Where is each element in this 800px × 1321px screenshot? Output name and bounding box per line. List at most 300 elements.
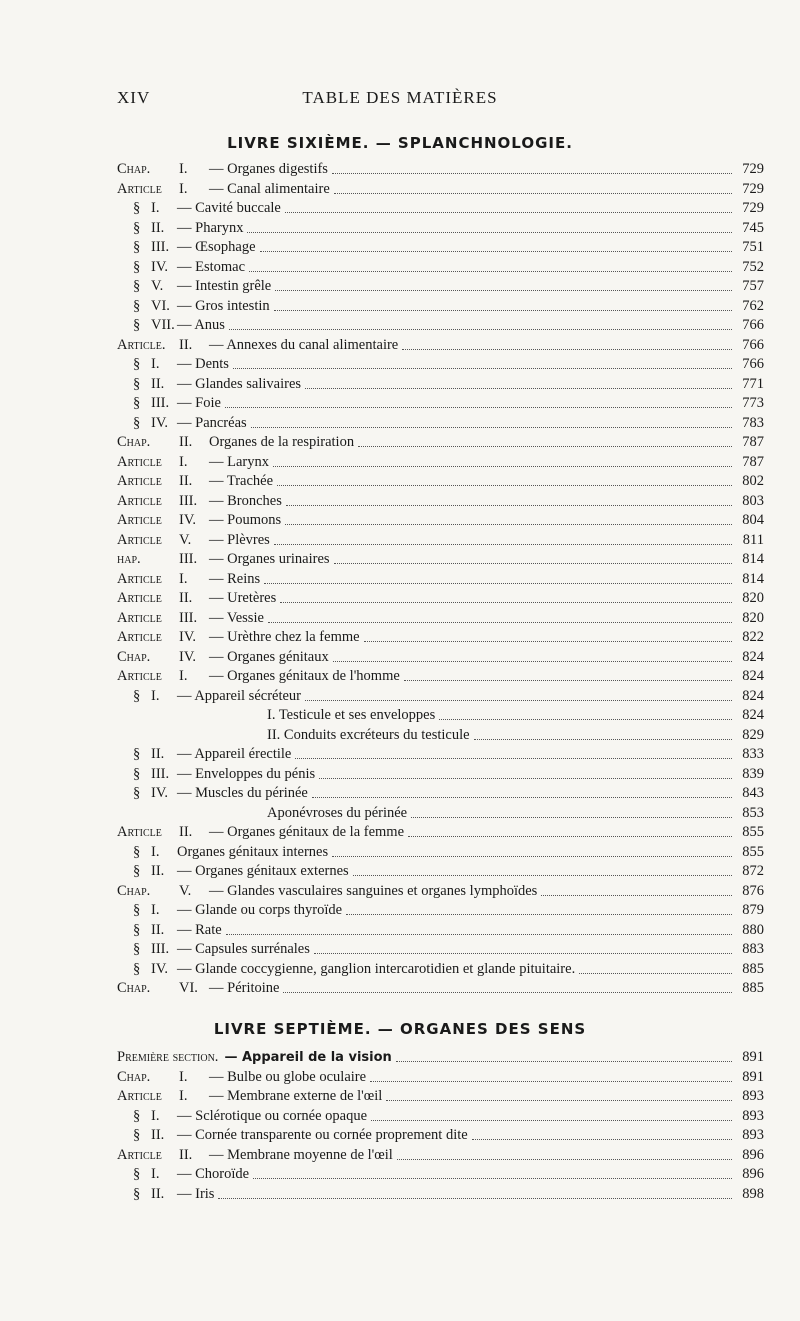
entry-page: 773	[742, 395, 764, 411]
entry-number: II.	[179, 336, 193, 353]
entry-label: §	[133, 239, 141, 255]
entry-page: 833	[742, 746, 764, 762]
entry-label: §	[133, 902, 141, 918]
entry-page: 729	[742, 161, 764, 177]
entry-number: II.	[179, 1146, 193, 1163]
entry-label: §	[133, 1166, 141, 1182]
entry-page: 880	[742, 921, 764, 938]
entry-page: 787	[742, 434, 764, 450]
toc-entry	[117, 180, 764, 200]
entry-page: 893	[742, 1107, 764, 1124]
leader-dots	[229, 316, 732, 330]
entry-label: §	[133, 200, 141, 216]
entry-title: — Appareil érectile	[177, 746, 292, 762]
entry-page: 771	[742, 375, 764, 392]
toc-entry	[117, 745, 764, 765]
leader-dots	[370, 1068, 732, 1082]
leader-dots	[358, 433, 732, 447]
entry-title: — Anus	[177, 317, 225, 333]
entry-page: 766	[742, 356, 764, 372]
entry-page: 783	[742, 414, 764, 431]
entry-title: — Intestin grêle	[177, 278, 272, 294]
entry-number: I.	[179, 180, 188, 197]
leader-dots	[251, 414, 732, 428]
entry-number: IV.	[151, 785, 169, 801]
entry-page: 893	[742, 1088, 764, 1104]
leader-dots	[541, 882, 732, 896]
entry-page: 814	[742, 570, 764, 587]
entry-label: Article	[117, 609, 162, 626]
entry-page: 802	[742, 473, 764, 489]
book7-toc	[117, 1048, 764, 1204]
entry-label: Article	[117, 453, 162, 470]
entry-number: I.	[151, 902, 160, 918]
entry-title: — Estomac	[177, 258, 246, 275]
toc-entry	[117, 862, 764, 882]
entry-page: 820	[742, 609, 764, 626]
entry-title: — Iris	[177, 1185, 215, 1202]
entry-title: — Dents	[177, 356, 229, 372]
entry-title: — Plèvres	[209, 531, 270, 548]
entry-title: — Bulbe ou globe oculaire	[209, 1068, 367, 1085]
leader-dots	[314, 940, 732, 954]
entry-title: — Urèthre chez la femme	[209, 629, 360, 645]
toc-entry	[117, 472, 764, 492]
toc-entry	[117, 940, 764, 960]
toc-entry	[117, 687, 764, 707]
entry-label: §	[133, 1185, 141, 1202]
entry-title: — Rate	[177, 921, 222, 938]
leader-dots	[334, 550, 732, 564]
entry-number: III.	[151, 395, 170, 411]
toc-entry	[117, 979, 764, 999]
entry-label: §	[133, 687, 141, 704]
entry-number: VI.	[151, 297, 170, 314]
toc-entry	[117, 160, 764, 180]
entry-title: — Appareil de la vision	[224, 1050, 392, 1065]
entry-page: 820	[742, 590, 764, 606]
running-head	[0, 88, 800, 110]
entry-label: §	[133, 843, 141, 860]
entry-page: 814	[742, 551, 764, 567]
leader-dots	[397, 1146, 732, 1160]
entry-label: §	[133, 863, 141, 879]
entry-label: Article	[117, 180, 162, 197]
entry-page: 803	[742, 492, 764, 509]
entry-page: 762	[742, 297, 764, 314]
entry-title: — Glandes vasculaires sanguines et organes lymphoïdes	[209, 882, 538, 899]
toc-entry	[117, 394, 764, 414]
entry-title: — Membrane externe de l'œil	[209, 1088, 383, 1104]
leader-dots	[312, 784, 732, 798]
leader-dots	[226, 921, 732, 935]
toc-entry	[117, 1068, 764, 1088]
entry-label: Article	[117, 531, 162, 548]
toc-entry	[117, 199, 764, 219]
entry-page: 843	[742, 785, 764, 801]
entry-title: — Glande ou corps thyroïde	[177, 902, 343, 918]
entry-label: Chap.	[117, 980, 151, 996]
toc-entry	[117, 784, 764, 804]
entry-number: V.	[179, 531, 192, 548]
entry-page: 822	[742, 629, 764, 645]
entry-label: §	[133, 258, 141, 275]
leader-dots	[364, 628, 732, 642]
toc-entry	[117, 804, 764, 824]
entry-title: — Choroïde	[177, 1166, 250, 1182]
toc-entry	[117, 628, 764, 648]
entry-number: I.	[151, 1107, 160, 1124]
leader-dots	[285, 199, 732, 213]
leader-dots	[353, 862, 732, 876]
entry-label: Première section.	[117, 1049, 219, 1065]
toc-entry	[117, 843, 764, 863]
leader-dots	[333, 648, 732, 662]
entry-number: I.	[179, 161, 188, 177]
entry-label: §	[133, 356, 141, 372]
entry-page: 853	[742, 804, 764, 821]
entry-label: §	[133, 395, 141, 411]
leader-dots	[334, 180, 732, 194]
toc-entry	[117, 531, 764, 551]
entry-number: II.	[151, 746, 165, 762]
entry-page: 879	[742, 902, 764, 918]
toc-entry	[117, 453, 764, 473]
entry-page: 824	[742, 687, 764, 704]
entry-title: — Bronches	[209, 492, 282, 509]
entry-page: 891	[742, 1068, 764, 1085]
entry-number: I.	[179, 1068, 188, 1085]
entry-number: I.	[179, 570, 188, 587]
entry-title: — Annexes du canal alimentaire	[209, 336, 399, 353]
entry-page: 872	[742, 863, 764, 879]
leader-dots	[273, 453, 732, 467]
entry-page: 757	[742, 278, 764, 294]
entry-number: II.	[179, 473, 193, 489]
toc-entry	[117, 609, 764, 629]
entry-number: IV.	[151, 258, 169, 275]
entry-page: 824	[742, 668, 764, 684]
toc-entry	[117, 706, 764, 726]
entry-label: Article	[117, 590, 162, 606]
entry-page: 839	[742, 765, 764, 782]
toc-entry	[117, 570, 764, 590]
entry-number: II.	[179, 434, 193, 450]
leader-dots	[472, 1126, 732, 1140]
toc-entry	[117, 1165, 764, 1185]
entry-label: Article	[117, 1088, 162, 1104]
toc-entry	[117, 1126, 764, 1146]
entry-title: — Glande coccygienne, ganglion intercarotidien et glande pituitaire.	[177, 960, 576, 977]
entry-number: V.	[151, 278, 164, 294]
entry-number: IV.	[179, 512, 197, 528]
entry-page: 883	[742, 941, 764, 957]
leader-dots	[295, 745, 732, 759]
leader-dots	[249, 258, 732, 272]
entry-number: II.	[151, 921, 165, 938]
entry-number: II.	[179, 590, 193, 606]
toc-entry	[117, 648, 764, 668]
entry-label: Article	[117, 1146, 162, 1163]
entry-title: — Pancréas	[177, 414, 247, 431]
toc-entry	[117, 960, 764, 980]
leader-dots	[474, 726, 732, 740]
entry-page: 766	[742, 336, 764, 353]
leader-dots	[274, 297, 732, 311]
entry-number: I.	[151, 687, 160, 704]
leader-dots	[247, 219, 732, 233]
entry-page: 896	[742, 1166, 764, 1182]
leader-dots	[411, 804, 732, 818]
entry-title: Organes génitaux internes	[177, 843, 329, 860]
leader-dots	[579, 960, 732, 974]
toc-entry	[117, 511, 764, 531]
leader-dots	[305, 375, 732, 389]
entry-label: §	[133, 921, 141, 938]
toc-entry	[117, 336, 764, 356]
entry-title: — Glandes salivaires	[177, 375, 302, 392]
entry-label: Article	[117, 512, 162, 528]
entry-title: — Foie	[177, 395, 221, 411]
leader-dots	[253, 1165, 732, 1179]
entry-page: 885	[742, 980, 764, 996]
leader-dots	[402, 336, 732, 350]
entry-number: V.	[179, 882, 192, 899]
entry-page: 766	[742, 317, 764, 333]
entry-label: Chap.	[117, 648, 151, 665]
entry-number: I.	[179, 1088, 188, 1104]
entry-title: — Cornée transparente ou cornée proprement dite	[177, 1127, 468, 1143]
toc-entry	[117, 765, 764, 785]
entry-title: — Organes génitaux externes	[177, 863, 349, 879]
entry-title: — Appareil sécréteur	[177, 687, 302, 704]
entry-page: 898	[742, 1185, 764, 1202]
leader-dots	[404, 667, 732, 681]
entry-label: §	[133, 278, 141, 294]
entry-number: II.	[151, 1127, 165, 1143]
entry-label: §	[133, 317, 141, 333]
toc-entry	[117, 375, 764, 395]
entry-page: 729	[742, 200, 764, 216]
leader-dots	[283, 979, 732, 993]
entry-number: III.	[179, 492, 198, 509]
entry-number: I.	[179, 668, 188, 684]
entry-page: 824	[742, 648, 764, 665]
entry-label: Article	[117, 570, 162, 587]
entry-title: — Membrane moyenne de l'œil	[209, 1146, 393, 1163]
entry-page: 787	[742, 453, 764, 470]
leader-dots	[286, 492, 732, 506]
leader-dots	[264, 570, 732, 584]
entry-label: Chap.	[117, 1068, 151, 1085]
leader-dots	[305, 687, 732, 701]
leader-dots	[218, 1185, 732, 1199]
entry-label: Chap.	[117, 434, 151, 450]
entry-label: §	[133, 1107, 141, 1124]
entry-title: — Canal alimentaire	[209, 180, 330, 197]
toc-entry	[117, 667, 764, 687]
leader-dots	[439, 706, 732, 720]
toc-entry	[117, 433, 764, 453]
leader-dots	[233, 355, 732, 369]
page-number: XIV	[117, 88, 151, 107]
running-title: TABLE DES MATIÈRES	[302, 88, 498, 107]
leader-dots	[332, 160, 732, 174]
entry-number: II.	[151, 863, 165, 879]
entry-page: 752	[742, 258, 764, 275]
entry-label: Article	[117, 473, 162, 489]
entry-page: 729	[742, 180, 764, 197]
toc-entry	[117, 238, 764, 258]
entry-title: — Péritoine	[209, 980, 280, 996]
entry-label: §	[133, 219, 141, 236]
entry-title: — Œsophage	[177, 239, 256, 255]
entry-page: 893	[742, 1127, 764, 1143]
entry-label: §	[133, 765, 141, 782]
entry-title: — Muscles du périnée	[177, 785, 308, 801]
entry-page: 751	[742, 239, 764, 255]
entry-title: — Organes digestifs	[209, 161, 328, 177]
toc-entry	[117, 550, 764, 570]
entry-page: 876	[742, 882, 764, 899]
entry-number: I.	[151, 1166, 160, 1182]
entry-label: §	[133, 941, 141, 957]
entry-title: Aponévroses du périnée	[267, 804, 408, 821]
leader-dots	[319, 765, 732, 779]
toc-entry	[117, 589, 764, 609]
entry-title: — Gros intestin	[177, 297, 270, 314]
entry-number: II.	[151, 375, 165, 392]
toc-entry	[117, 355, 764, 375]
entry-number: I.	[151, 843, 160, 860]
entry-page: 824	[742, 707, 764, 723]
toc-entry	[117, 1048, 764, 1068]
entry-page: 804	[742, 512, 764, 528]
toc-entry	[117, 1185, 764, 1205]
entry-page: 855	[742, 843, 764, 860]
toc-entry	[117, 901, 764, 921]
book6-toc	[117, 160, 764, 999]
toc-entry	[117, 316, 764, 336]
entry-title: — Organes génitaux de la femme	[209, 824, 405, 840]
leader-dots	[386, 1087, 732, 1101]
entry-page: 896	[742, 1146, 764, 1163]
entry-number: II.	[151, 219, 165, 236]
toc-entry	[117, 1107, 764, 1127]
entry-page: 855	[742, 824, 764, 840]
entry-number: IV.	[151, 960, 169, 977]
leader-dots	[274, 531, 732, 545]
entry-page: 745	[742, 219, 764, 236]
leader-dots	[346, 901, 732, 915]
entry-title: — Organes urinaires	[209, 551, 330, 567]
entry-label: hap.	[117, 551, 141, 567]
toc-entry	[117, 921, 764, 941]
entry-number: III.	[179, 551, 198, 567]
entry-label: §	[133, 414, 141, 431]
entry-number: I.	[151, 356, 160, 372]
entry-number: II.	[151, 1185, 165, 1202]
leader-dots	[371, 1107, 732, 1121]
entry-title: — Sclérotique ou cornée opaque	[177, 1107, 368, 1124]
leader-dots	[332, 843, 732, 857]
entry-page: 811	[742, 531, 764, 548]
entry-title: I. Testicule et ses enveloppes	[267, 707, 436, 723]
toc-entry	[117, 219, 764, 239]
toc-entry	[117, 1087, 764, 1107]
entry-label: §	[133, 297, 141, 314]
entry-title: — Poumons	[209, 512, 282, 528]
leader-dots	[225, 394, 732, 408]
toc-entry	[117, 1146, 764, 1166]
entry-title: — Organes génitaux	[209, 648, 329, 665]
toc-entry	[117, 726, 764, 746]
entry-number: IV.	[179, 648, 197, 665]
entry-label: Chap.	[117, 161, 151, 177]
entry-title: — Capsules surrénales	[177, 941, 310, 957]
entry-number: III.	[151, 239, 170, 255]
entry-number: II.	[179, 824, 193, 840]
book6-heading: LIVRE SIXIÈME. — SPLANCHNOLOGIE.	[227, 134, 573, 152]
entry-title: — Larynx	[209, 453, 269, 470]
entry-label: §	[133, 785, 141, 801]
entry-label: Article	[117, 668, 162, 684]
entry-page: 885	[742, 960, 764, 977]
toc-entry	[117, 258, 764, 278]
leader-dots	[408, 823, 732, 837]
entry-label: §	[133, 960, 141, 977]
entry-label: Article	[117, 629, 162, 645]
entry-label: §	[133, 1127, 141, 1143]
entry-title: — Pharynx	[177, 219, 244, 236]
entry-number: III.	[151, 765, 170, 782]
leader-dots	[285, 511, 732, 525]
leader-dots	[280, 589, 732, 603]
entry-number: III.	[179, 609, 198, 626]
entry-number: III.	[151, 941, 170, 957]
entry-page: 829	[742, 726, 764, 743]
entry-label: Chap.	[117, 882, 151, 899]
entry-number: VI.	[179, 980, 198, 996]
entry-number: I.	[179, 453, 188, 470]
entry-title: Organes de la respiration	[209, 434, 355, 450]
toc-entry	[117, 297, 764, 317]
entry-title: — Reins	[209, 570, 261, 587]
entry-label: Article	[117, 492, 162, 509]
entry-page: 891	[742, 1049, 764, 1065]
leader-dots	[260, 238, 732, 252]
entry-number: IV.	[151, 414, 169, 431]
entry-number: IV.	[179, 629, 197, 645]
entry-title: — Trachée	[209, 473, 274, 489]
leader-dots	[275, 277, 732, 291]
entry-title: — Vessie	[209, 609, 264, 626]
toc-entry	[117, 414, 764, 434]
leader-dots	[268, 609, 732, 623]
entry-title: — Cavité buccale	[177, 200, 281, 216]
book7-heading: LIVRE SEPTIÈME. — ORGANES DES SENS	[213, 1020, 587, 1038]
leader-dots	[277, 472, 732, 486]
toc-entry	[117, 277, 764, 297]
entry-title: II. Conduits excréteurs du testicule	[267, 726, 470, 743]
entry-label: §	[133, 746, 141, 762]
entry-title: — Organes génitaux de l'homme	[209, 668, 400, 684]
entry-label: §	[133, 375, 141, 392]
toc-entry	[117, 492, 764, 512]
entry-title: — Uretères	[209, 590, 277, 606]
leader-dots	[396, 1048, 732, 1062]
entry-number: I.	[151, 200, 160, 216]
